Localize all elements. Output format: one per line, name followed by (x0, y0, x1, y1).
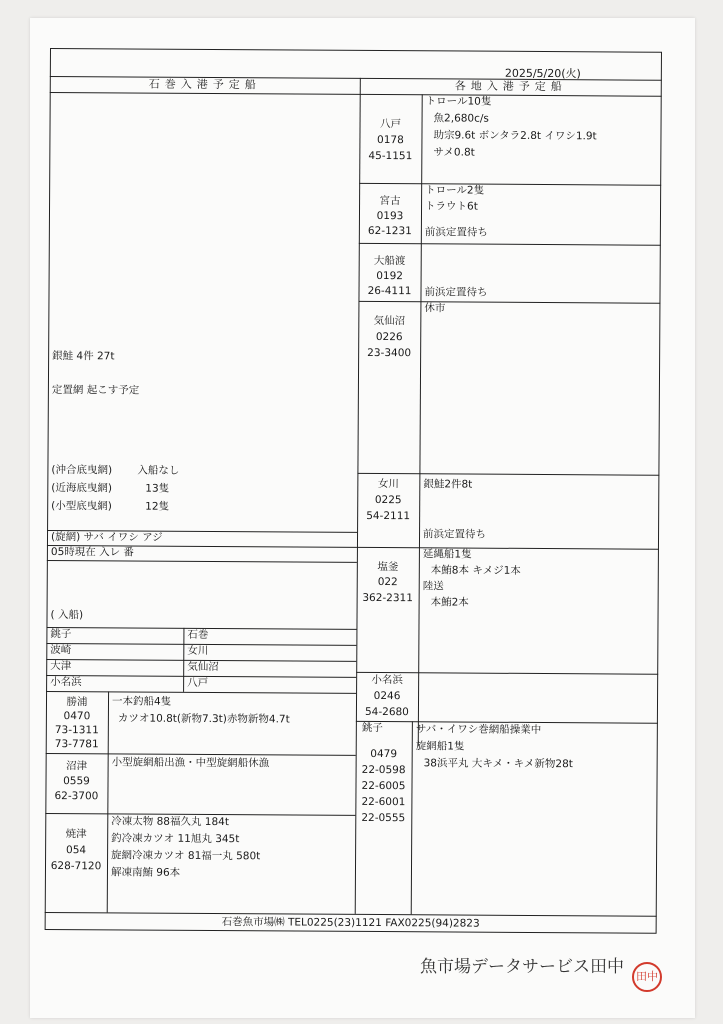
region-code: 0246 (373, 689, 401, 703)
port-row-right: 八戸 (187, 676, 209, 689)
port-line: カツオ10.8t(新物7.3t)赤物新物4.7t (117, 712, 290, 726)
okiai-value: 入船なし (137, 464, 180, 477)
kogata-label: (小型底曳網) (51, 500, 112, 513)
port-row-left: 銚子 (50, 628, 72, 641)
region-note: 前浜定置待ち (424, 226, 488, 239)
port-line: 一本釣船4隻 (111, 695, 172, 708)
port-phone: 73-7781 (54, 738, 99, 751)
region-phone: 22-6001 (361, 795, 406, 809)
port-name: 沼津 (66, 760, 88, 773)
port-code: 054 (66, 844, 87, 857)
region-name: 銚子 (361, 721, 383, 735)
region-phone: 54-2111 (366, 509, 411, 523)
port-phone: 62-3700 (54, 790, 99, 803)
port-row-left: 大津 (50, 660, 72, 673)
region-name: 女川 (377, 478, 399, 491)
region-phone: 23-3400 (367, 346, 412, 360)
region-code: 0193 (376, 209, 404, 223)
market-report (45, 48, 662, 934)
port-line: 釣冷凍カツオ 11旭丸 345t (111, 832, 240, 846)
region-name: 小名浜 (371, 673, 403, 687)
region-phone: 26-4111 (367, 284, 412, 298)
port-code: 0470 (63, 710, 91, 723)
region-line: 銀鮭2件8t (423, 478, 473, 491)
region-line: 38浜平丸 大キメ・キメ新物28t (423, 757, 573, 771)
region-phone: 62-1231 (367, 224, 412, 238)
port-name: 焼津 (65, 828, 87, 841)
region-phone: 45-1151 (368, 149, 413, 163)
region-line: 本鮪2本 (430, 596, 469, 609)
report-date: 2025/5/20(火) (504, 66, 581, 81)
port-row-right: 石巻 (187, 628, 209, 641)
region-line: トラウト6t (425, 200, 478, 213)
region-line: 延縄船1隻 (422, 548, 472, 561)
status-05: 05時現在 入レ 番 (50, 546, 135, 559)
region-phone: 22-0598 (361, 763, 406, 777)
region-line: トロール2隻 (425, 184, 485, 197)
port-row-right: 女川 (187, 644, 209, 657)
okiai-label: (沖合底曳網) (51, 464, 113, 477)
nyusen-label: ( 入船) (50, 609, 84, 622)
region-line: 旋網船1隻 (415, 740, 465, 753)
seal-stamp: 田中 (632, 962, 662, 992)
region-name: 宮古 (379, 195, 401, 208)
port-line: 冷凍太物 88福久丸 184t (111, 815, 230, 829)
region-line: 魚2,680c/s (433, 112, 489, 125)
region-line: 本鮪8本 キメジ1本 (430, 564, 521, 577)
region-line: トロール10隻 (425, 95, 492, 108)
region-name: 塩釜 (377, 561, 399, 574)
region-code: 0226 (375, 330, 403, 344)
region-phone: 22-6005 (361, 779, 406, 793)
port-phone: 628-7120 (50, 860, 102, 873)
region-name: 大船渡 (373, 254, 406, 268)
port-line: 解凍南鮪 96本 (110, 866, 181, 879)
region-note: 前浜定置待ち (422, 528, 487, 541)
report-frame (45, 48, 662, 934)
port-line: 小型旋網船出漁・中型旋網船休漁 (111, 756, 270, 770)
region-line: 陸送 (422, 580, 444, 593)
region-line: サメ0.8t (433, 146, 475, 159)
footer-contact: 石巻魚市場㈱ TEL0225(23)1121 FAX0225(94)2823 (221, 916, 480, 930)
region-code: 0479 (370, 747, 398, 761)
region-phone: 54-2680 (364, 705, 409, 719)
port-name: 勝浦 (66, 696, 88, 709)
left-header: 石巻入港予定船 (148, 77, 261, 92)
region-code: 022 (377, 576, 398, 589)
region-line: サバ・イワシ巻網船操業中 (415, 723, 542, 737)
region-note: 前浜定置待ち (424, 286, 488, 299)
region-code: 0192 (376, 269, 404, 283)
region-name: 八戸 (380, 118, 402, 131)
region-line: 助宗9.6t ボンタラ2.8t イワシ1.9t (433, 129, 597, 143)
region-code: 0225 (374, 493, 402, 507)
region-code: 0178 (377, 133, 404, 147)
region-line: 休市 (424, 302, 446, 315)
region-phone: 362-2311 (362, 591, 413, 605)
kinkai-value: 13隻 (145, 482, 170, 495)
port-code: 0559 (63, 775, 90, 788)
brand-signature: 魚市場データサービス田中 (420, 957, 624, 977)
teichiami-line: 定置網 起こす予定 (51, 384, 140, 397)
makiami-line: (旋網) サバ イワシ アジ (50, 531, 163, 544)
region-phone: 22-0555 (361, 811, 406, 825)
port-row-right: 気仙沼 (187, 660, 219, 674)
ginzake-line: 銀鮭 4件 27t (52, 350, 115, 363)
port-line: 旋網冷凍カツオ 81福一丸 580t (111, 849, 261, 863)
port-row-left: 波崎 (50, 644, 72, 657)
region-name: 気仙沼 (373, 314, 406, 328)
port-row-left: 小名浜 (50, 676, 82, 689)
port-phone: 73-1311 (54, 724, 99, 737)
kogata-value: 12隻 (145, 500, 170, 513)
kinkai-label: (近海底曳網) (51, 482, 113, 495)
right-header: 各地入港予定船 (454, 79, 567, 94)
